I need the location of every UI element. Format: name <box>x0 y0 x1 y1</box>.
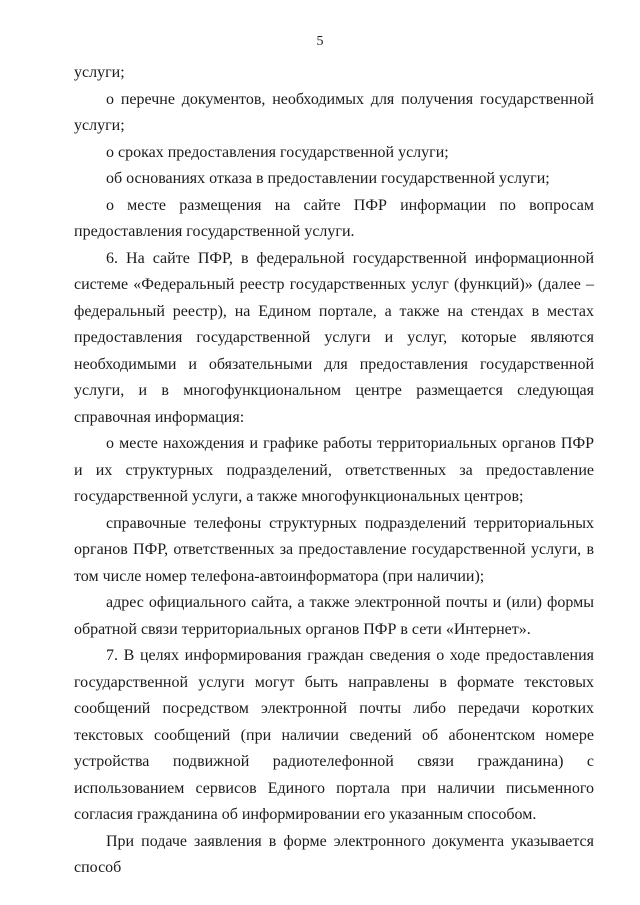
paragraph-4: об основаниях отказа в предоставлении государственной услуги; <box>106 170 550 187</box>
paragraph-7: о месте нахождения и графике работы территориальных органов ПФР и их структурных подразделений, ответственных за предоставление государственной услуги, а также многофункциональных центров; <box>74 435 594 505</box>
paragraph-3: о сроках предоставления государственной услуги; <box>106 143 449 161</box>
paragraph-9: адрес официального сайта, а также электронной почты и (или) формы обратной связи территориальных органов ПФР в сети «Интернет». <box>74 594 594 638</box>
paragraph-6: 6. На сайте ПФР, в федеральной государственной информационной системе «Федеральный реестр государственных услуг (функций)» (далее – федеральный реестр), на Едином портале, а также на стендах в местах предоставления государственной услуги и услуг, которые являются необходимыми и обязательными для предоставления государственной услуги, и в многофункциональном центре размещается следующая справочная информация: <box>74 249 594 426</box>
paragraph-11: При подаче заявления в форме электронного документа указывается способ <box>74 832 594 876</box>
paragraph-2: о перечне документов, необходимых для получения государственной услуги; <box>74 90 594 134</box>
paragraph-10: 7. В целях информирования граждан сведения о ходе предоставления государственной услуги могут быть направлены в формате текстовых сообщений посредством электронной почты либо передачи коротких текстовых сообщений (при наличии сведений об абонентском номере устройства подвижной радиотелефонной связи гражданина) с использованием сервисов Единого портала при наличии письменного согласия гражданина об информировании его указанным способом. <box>74 647 594 823</box>
paragraph-1: услуги; <box>74 64 125 81</box>
paragraph-8: справочные телефоны структурных подразделений территориальных органов ПФР, ответственных за предоставление государственной услуги, в том числе номер телефона-автоинформатора (при наличии); <box>74 514 594 585</box>
document-body <box>74 60 594 882</box>
paragraph-5: о месте размещения на сайте ПФР информации по вопросам предоставления государственной услуги. <box>74 196 594 240</box>
page-number: 5 <box>316 34 324 49</box>
